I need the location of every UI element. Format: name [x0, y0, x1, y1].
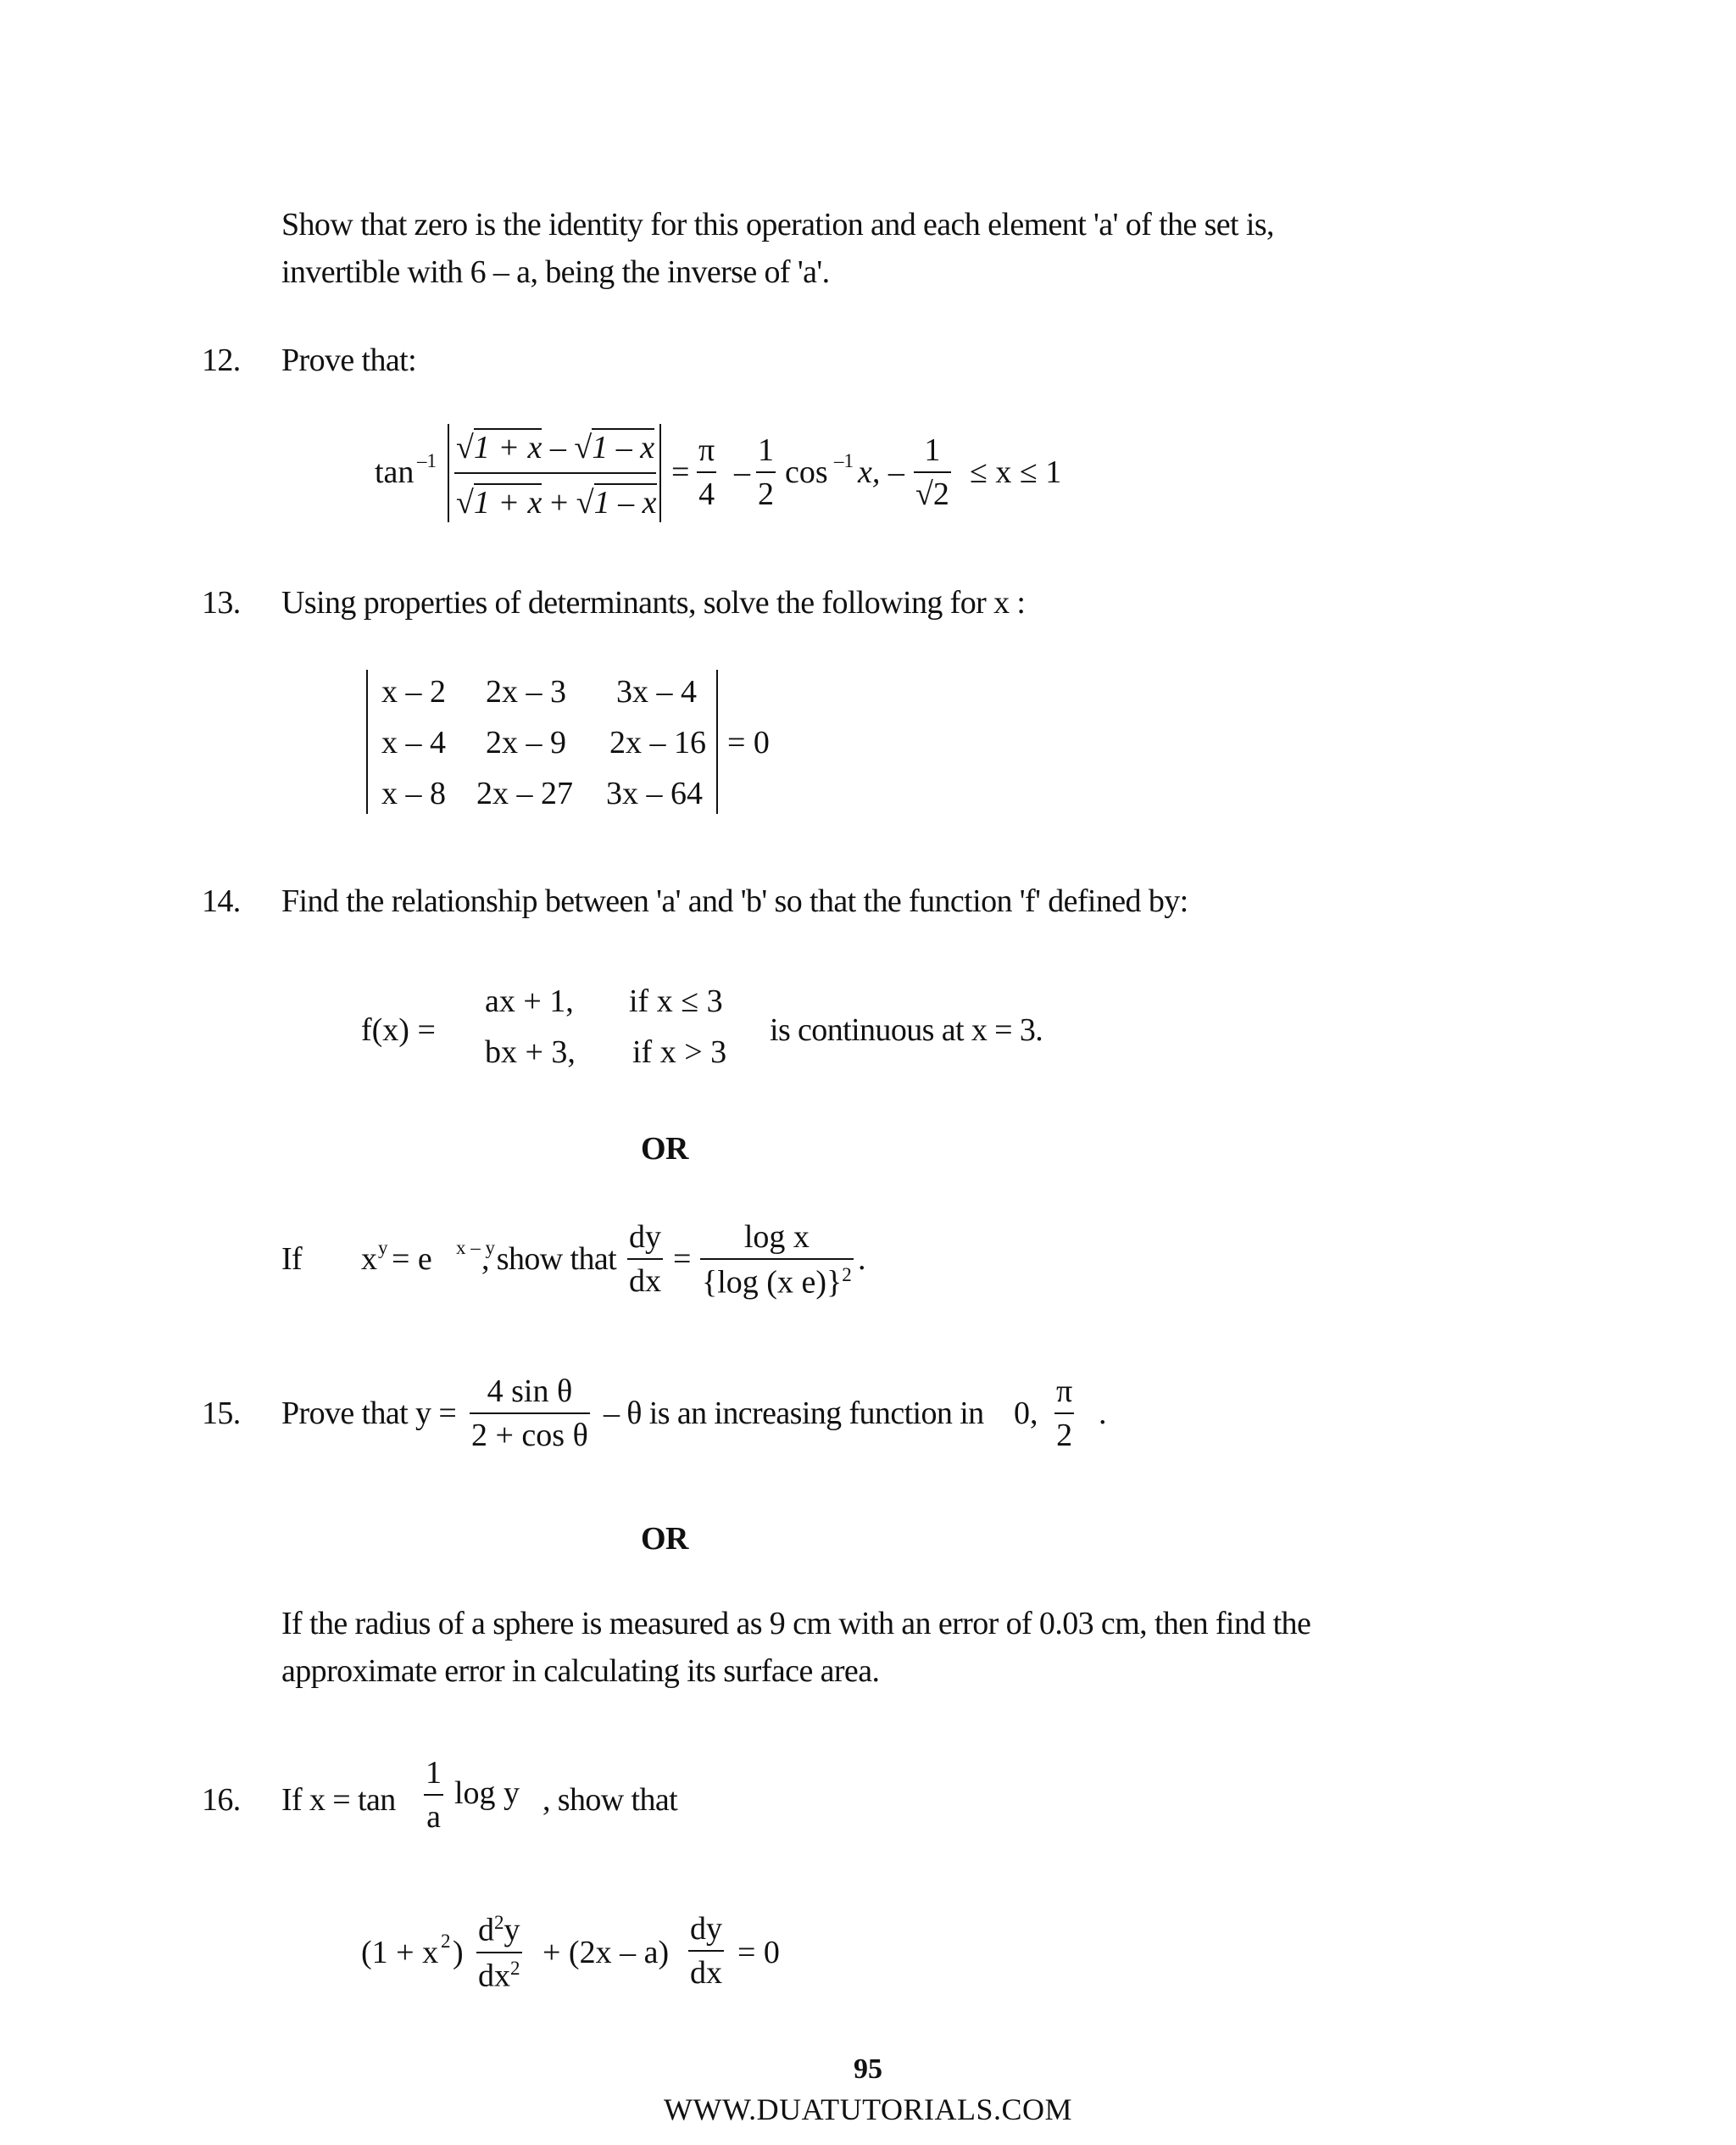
fx-label: f(x) =	[361, 1012, 436, 1048]
q13-text: Using properties of determinants, solve the following for x :	[281, 585, 1026, 621]
equals-sign: =	[673, 1241, 692, 1277]
q12-number: 12.	[202, 343, 241, 378]
y-exponent: y	[378, 1237, 388, 1258]
x-base: x	[361, 1241, 377, 1277]
increasing-text: – θ is an increasing function in	[604, 1396, 984, 1431]
x-comma: x, –	[858, 454, 904, 490]
inverse-superscript: –1	[417, 450, 437, 471]
if-label: If	[281, 1241, 303, 1277]
pi-over-four: π 4	[698, 432, 715, 512]
prove-that-y: Prove that y =	[281, 1396, 457, 1431]
cos-inverse-superscript: –1	[834, 450, 854, 471]
or-divider: OR	[641, 1521, 688, 1557]
matrix-cell: x – 2	[381, 674, 446, 710]
matrix-cell: x – 8	[381, 776, 446, 811]
e-exponent: x – y	[456, 1237, 495, 1258]
q16-number: 16.	[202, 1782, 241, 1818]
case-2-condition: if x > 3	[632, 1034, 727, 1070]
pi-over-two: π 2	[1056, 1373, 1073, 1453]
abs-bar-right	[659, 424, 661, 522]
q13-number: 13.	[202, 585, 241, 621]
interval-start: 0,	[1014, 1396, 1038, 1431]
continuity-text: is continuous at x = 3.	[770, 1012, 1043, 1048]
case-2-expression: bx + 3,	[485, 1034, 576, 1070]
matrix-cell: x – 4	[381, 725, 446, 760]
first-derivative: dy dx	[690, 1911, 722, 1991]
show-that-text: , show that	[542, 1782, 678, 1818]
tan-label: tan	[375, 454, 415, 490]
det-bar-right	[716, 670, 718, 814]
one-over-root-two: 1 √2	[915, 432, 949, 512]
intro-line-1: Show that zero is the identity for this operation and each element 'a' of the set is,	[281, 207, 1274, 242]
one-plus-x: (1 + x	[361, 1935, 439, 1970]
q12-range: ≤ x ≤ 1	[970, 454, 1062, 490]
q14-number: 14.	[202, 883, 241, 919]
square-superscript: 2	[441, 1930, 451, 1952]
q14-text: Find the relationship between 'a' and 'b' so that the function 'f' defined by:	[281, 883, 1188, 919]
dy-dx: dy dx	[629, 1219, 661, 1299]
or-divider: OR	[641, 1131, 688, 1167]
period: .	[1099, 1396, 1107, 1431]
q15-alt-line-2: approximate error in calculating its surface area.	[281, 1653, 880, 1689]
q15-alt-line-1: If the radius of a sphere is measured as 9 cm with an error of 0.03 cm, then find the	[281, 1606, 1311, 1641]
intro-line-2: invertible with 6 – a, being the inverse of 'a'.	[281, 254, 830, 290]
matrix-cell: 2x – 3	[486, 674, 566, 710]
q12-text: Prove that:	[281, 343, 417, 378]
sin-over-cos: 4 sin θ 2 + cos θ	[471, 1373, 588, 1453]
one-half: 1 2	[758, 432, 774, 512]
matrix-cell: 3x – 64	[606, 776, 703, 811]
q12-denominator: √1 + x + √1 – x	[456, 485, 657, 521]
det-bar-left	[366, 670, 368, 814]
one-over-a: 1 a	[426, 1755, 442, 1835]
matrix-cell: 3x – 4	[616, 674, 697, 710]
matrix-cell: 2x – 16	[609, 725, 706, 760]
case-1-expression: ax + 1,	[485, 983, 574, 1019]
matrix-cell: 2x – 9	[486, 725, 566, 760]
abs-bar-left	[448, 424, 449, 522]
second-derivative: $d^2y$ $dx^2$	[478, 1912, 520, 1994]
equals-zero: = 0	[737, 1935, 780, 1970]
determinant-equals: = 0	[727, 725, 770, 760]
log-y: log y	[454, 1775, 520, 1811]
website-url: WWW.DUATUTORIALS.COM	[664, 2092, 1072, 2126]
equals-sign: =	[671, 454, 690, 490]
if-x-equals-tan: If x = tan	[281, 1782, 396, 1818]
period: .	[858, 1241, 866, 1277]
log-fraction: log x {log (x e)}$^2$	[702, 1219, 852, 1301]
q12-fraction-bar	[454, 472, 656, 474]
q15-number: 15.	[202, 1396, 241, 1431]
close-paren: )	[453, 1935, 464, 1970]
cos-label: cos	[785, 454, 828, 490]
matrix-cell: 2x – 27	[476, 776, 573, 811]
plus-two-x-minus-a: + (2x – a)	[542, 1935, 670, 1970]
show-that-text: , show that	[481, 1241, 617, 1277]
q12-numerator: √1 + x – √1 – x	[456, 430, 655, 465]
case-1-condition: if x ≤ 3	[629, 983, 723, 1019]
equals-e: = e	[392, 1241, 432, 1277]
page-number: 95	[854, 2053, 882, 2085]
